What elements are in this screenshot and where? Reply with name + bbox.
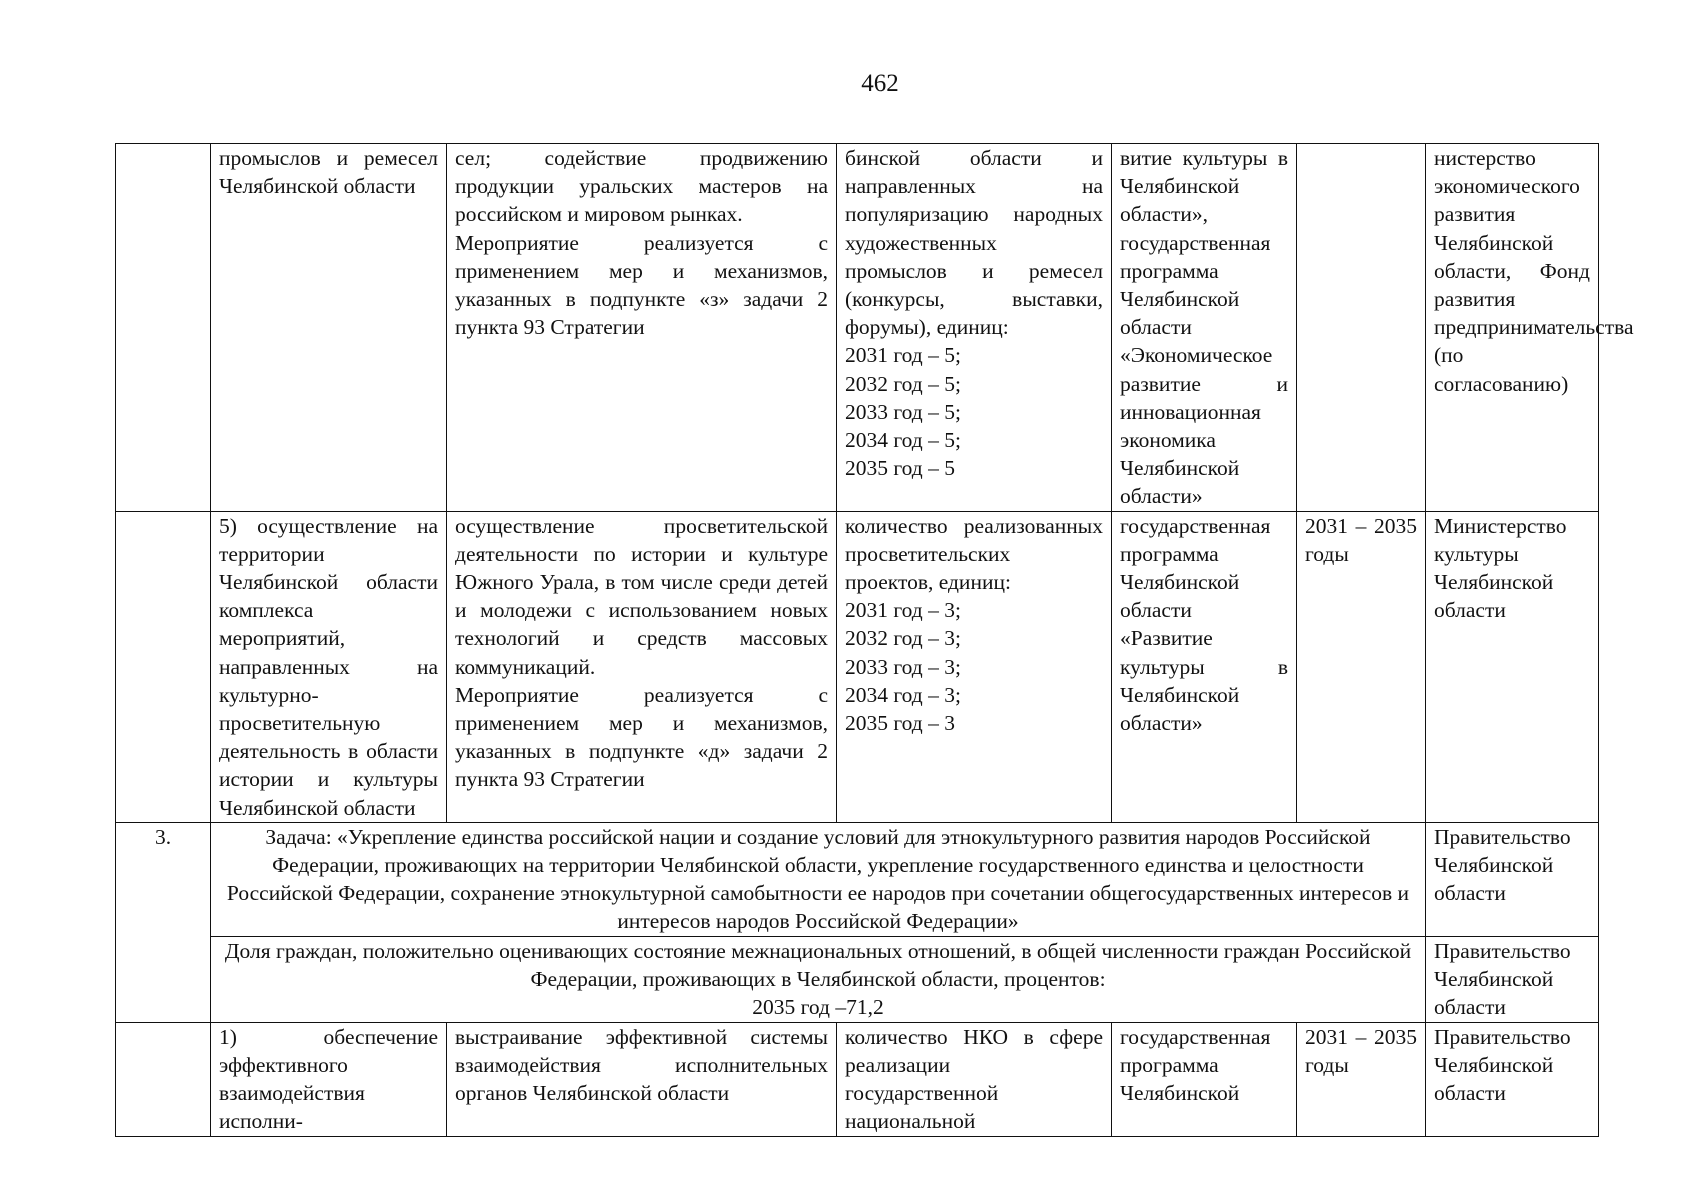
program-cell: витие культуры в Челябинской области», государственная программа Челябинской области «Экономическое развитие и инновационная экономика Челябинской области» — [1112, 144, 1297, 512]
number-cell — [116, 144, 211, 512]
content-paragraph: Мероприятие реализуется с применением мер и механизмов, указанных в подпункте «з» задачи 2 пункта 93 Стратегии — [455, 230, 828, 340]
indicator-year: 2031 год – 3; — [845, 598, 961, 623]
indicator-cell — [837, 144, 1112, 512]
content-paragraph: Мероприятие реализуется с применением мер и механизмов, указанных в подпункте «д» задачи 2 пункта 93 Стратегии — [455, 682, 828, 792]
task-text: Задача: «Укрепление единства российской нации и создание условий для этнокультурного развития народов Российской Федерации, проживающих на территории Челябинской области, укрепление государственного единства и целостности Российской Федерации, сохранение этнокультурной самобытности ее народов при сочетании общегосударственных интересов и интересов народов Российской Федерации» — [211, 822, 1426, 936]
indicator-year: 2035 год – 3 — [845, 711, 955, 736]
responsible-cell: нистерство экономического развития Челябинской области, Фонд развития предпринимательства (по согласованию) — [1426, 144, 1599, 512]
indicator-year: 2035 год – 5 — [845, 456, 955, 481]
responsible-cell: Правительство Челябинской области — [1426, 1022, 1599, 1136]
content-cell: выстраивание эффективной системы взаимодействия исполнительных органов Челябинской области — [447, 1022, 837, 1136]
indicator-year: 2032 год – 3; — [845, 626, 961, 651]
content-paragraph: сел; содействие продвижению продукции уральских мастеров на российском и мировом рынках. — [455, 146, 828, 227]
target-value: 2035 год –71,2 — [752, 995, 884, 1020]
indicator-cell — [837, 511, 1112, 822]
table-row — [116, 1022, 1599, 1136]
measures-table — [115, 143, 1634, 1137]
target-cell — [211, 936, 1426, 1022]
table-row — [116, 511, 1599, 822]
term-cell: 2031 – 2035 годы — [1297, 511, 1426, 822]
measure-cell: 1) обеспечение эффективного взаимодействия исполни- — [211, 1022, 447, 1136]
task-number: 3. — [116, 822, 211, 1022]
indicator-year: 2034 год – 5; — [845, 428, 961, 453]
task-responsible: Правительство Челябинской области — [1426, 822, 1599, 936]
number-cell — [116, 1022, 211, 1136]
measure-cell: промыслов и ремесел Челябинской области — [211, 144, 447, 512]
program-cell: государственная программа Челябинской — [1112, 1022, 1297, 1136]
task-row — [116, 822, 1599, 936]
program-cell: государственная программа Челябинской области «Развитие культуры в Челябинской области» — [1112, 511, 1297, 822]
target-text: Доля граждан, положительно оценивающих состояние межнациональных отношений, в общей численности граждан Российской Федерации, проживающих в Челябинской области, процентов: — [224, 938, 1412, 991]
page-number: 462 — [861, 70, 899, 97]
responsible-cell: Министерство культуры Челябинской области — [1426, 511, 1599, 822]
number-cell — [116, 511, 211, 822]
content-cell — [447, 511, 837, 822]
term-cell — [1297, 144, 1426, 512]
indicator-text: количество реализованных просветительских проектов, единиц: — [845, 513, 1103, 595]
content-paragraph: осуществление просветительской деятельности по истории и культуре Южного Урала, в том числе среди детей и молодежи с использованием новых технологий и средств массовых коммуникаций. — [455, 513, 828, 679]
indicator-year: 2034 год – 3; — [845, 682, 961, 707]
content-cell — [447, 144, 837, 512]
indicator-cell: количество НКО в сфере реализации государственной национальной — [837, 1022, 1112, 1136]
indicator-year: 2033 год – 5; — [845, 399, 961, 424]
measure-cell: 5) осуществление на территории Челябинской области комплекса мероприятий, направленных на культурно-просветительную деятельность в области истории и культуры Челябинской области — [211, 511, 447, 822]
indicator-text: бинской области и направленных на популяризацию народных художественных промыслов и ремесел (конкурсы, выставки, форумы), единиц: — [845, 146, 1103, 340]
term-cell: 2031 – 2035 годы — [1297, 1022, 1426, 1136]
indicator-year: 2032 год – 5; — [845, 371, 961, 396]
target-responsible: Правительство Челябинской области — [1426, 936, 1599, 1022]
indicator-year: 2033 год – 3; — [845, 654, 961, 679]
table-row — [116, 144, 1599, 512]
target-row — [116, 936, 1599, 1022]
indicator-year: 2031 год – 5; — [845, 343, 961, 368]
